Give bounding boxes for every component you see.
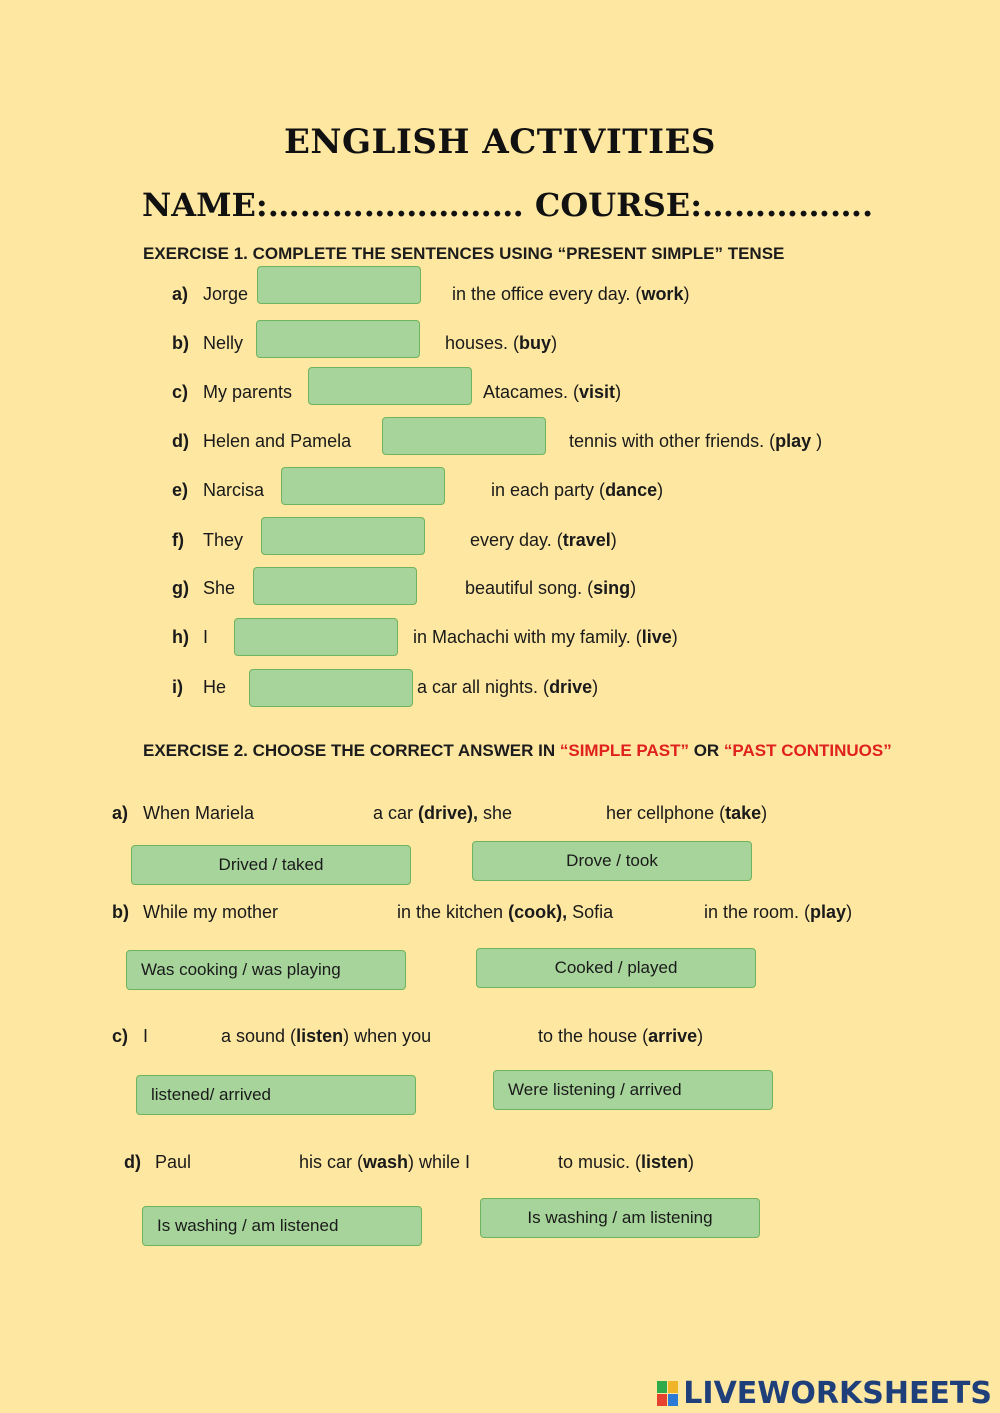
ex2-part: I — [143, 1026, 149, 1046]
ex2-part: to the house (arrive) — [538, 1026, 704, 1046]
answer-input-1h[interactable] — [234, 618, 398, 656]
option-2a-left[interactable]: Drived / taked — [131, 845, 411, 885]
ex1-rest: tennis with other friends. (play ) — [569, 431, 823, 451]
ex1-rest: a car all nights. (drive) — [417, 677, 599, 697]
page-title: ENGLISH ACTIVITIES — [284, 122, 716, 162]
ex1-subject: Jorge — [203, 284, 249, 304]
ex1-letter: g) — [172, 578, 189, 598]
ex1-subject: They — [203, 530, 244, 550]
option-2c-left[interactable]: listened/ arrived — [136, 1075, 416, 1115]
ex1-subject: My parents — [203, 382, 293, 402]
ex1-rest: in the office every day. (work) — [452, 284, 690, 304]
ex2-letter: c) — [112, 1026, 129, 1046]
ex2-part: in the kitchen (cook), Sofia — [397, 902, 614, 922]
ex1-rest: beautiful song. (sing) — [465, 578, 637, 598]
answer-input-1a[interactable] — [257, 266, 421, 304]
ex1-subject: Narcisa — [203, 480, 265, 500]
ex1-rest: houses. (buy) — [445, 333, 558, 353]
answer-input-1f[interactable] — [261, 517, 425, 555]
ex1-letter: a) — [172, 284, 189, 304]
ex2-part: Paul — [155, 1152, 192, 1172]
ex1-rest: in Machachi with my family. (live) — [413, 627, 678, 647]
ex1-letter: b) — [172, 333, 189, 353]
ex2-part: When Mariela — [143, 803, 255, 823]
ex1-rest: Atacames. (visit) — [483, 382, 622, 402]
ex2-letter: d) — [124, 1152, 141, 1172]
answer-input-1b[interactable] — [256, 320, 420, 358]
option-2c-right[interactable]: Were listening / arrived — [493, 1070, 773, 1110]
ex1-subject: He — [203, 677, 227, 697]
ex2-part: in the room. (play) — [704, 902, 853, 922]
ex2-part: her cellphone (take) — [606, 803, 768, 823]
answer-input-1g[interactable] — [253, 567, 417, 605]
option-2a-right[interactable]: Drove / took — [472, 841, 752, 881]
option-2d-right[interactable]: Is washing / am listening — [480, 1198, 760, 1238]
ex1-letter: f) — [172, 530, 184, 550]
exercise2-heading: EXERCISE 2. CHOOSE THE CORRECT ANSWER IN “SIMPLE PAST” OR “PAST CONTINUOS” — [143, 741, 892, 760]
answer-input-1e[interactable] — [281, 467, 445, 505]
answer-input-1i[interactable] — [249, 669, 413, 707]
ex2-part: a car (drive), she — [373, 803, 513, 823]
ex1-rest: every day. (travel) — [470, 530, 617, 550]
name-course-line: NAME:…………………… COURSE:……………. — [142, 186, 874, 224]
ex1-letter: d) — [172, 431, 189, 451]
liveworksheets-logo — [657, 1376, 992, 1411]
ex2-letter: a) — [112, 803, 129, 823]
answer-input-1c[interactable] — [308, 367, 472, 405]
ex1-subject: She — [203, 578, 236, 598]
answer-input-1d[interactable] — [382, 417, 546, 455]
option-2d-left[interactable]: Is washing / am listened — [142, 1206, 422, 1246]
option-2b-left[interactable]: Was cooking / was playing — [126, 950, 406, 990]
ex1-letter: c) — [172, 382, 189, 402]
ex2-part: his car (wash) while I — [299, 1152, 471, 1172]
logo-mark-icon — [657, 1381, 679, 1407]
ex1-subject: Nelly — [203, 333, 244, 353]
option-2b-right[interactable]: Cooked / played — [476, 948, 756, 988]
logo-text: LIVEWORKSHEETS — [683, 1376, 992, 1411]
ex2-part: a sound (listen) when you — [221, 1026, 432, 1046]
ex1-letter: e) — [172, 480, 189, 500]
ex2-part: to music. (listen) — [558, 1152, 695, 1172]
ex1-rest: in each party (dance) — [491, 480, 664, 500]
ex2-part: While my mother — [143, 902, 279, 922]
exercise1-heading: EXERCISE 1. COMPLETE THE SENTENCES USING “PRESENT SIMPLE” TENSE — [143, 244, 785, 263]
ex1-subject: Helen and Pamela — [203, 431, 352, 451]
ex1-subject: I — [203, 627, 209, 647]
ex2-letter: b) — [112, 902, 129, 922]
ex1-letter: i) — [172, 677, 183, 697]
ex1-letter: h) — [172, 627, 189, 647]
